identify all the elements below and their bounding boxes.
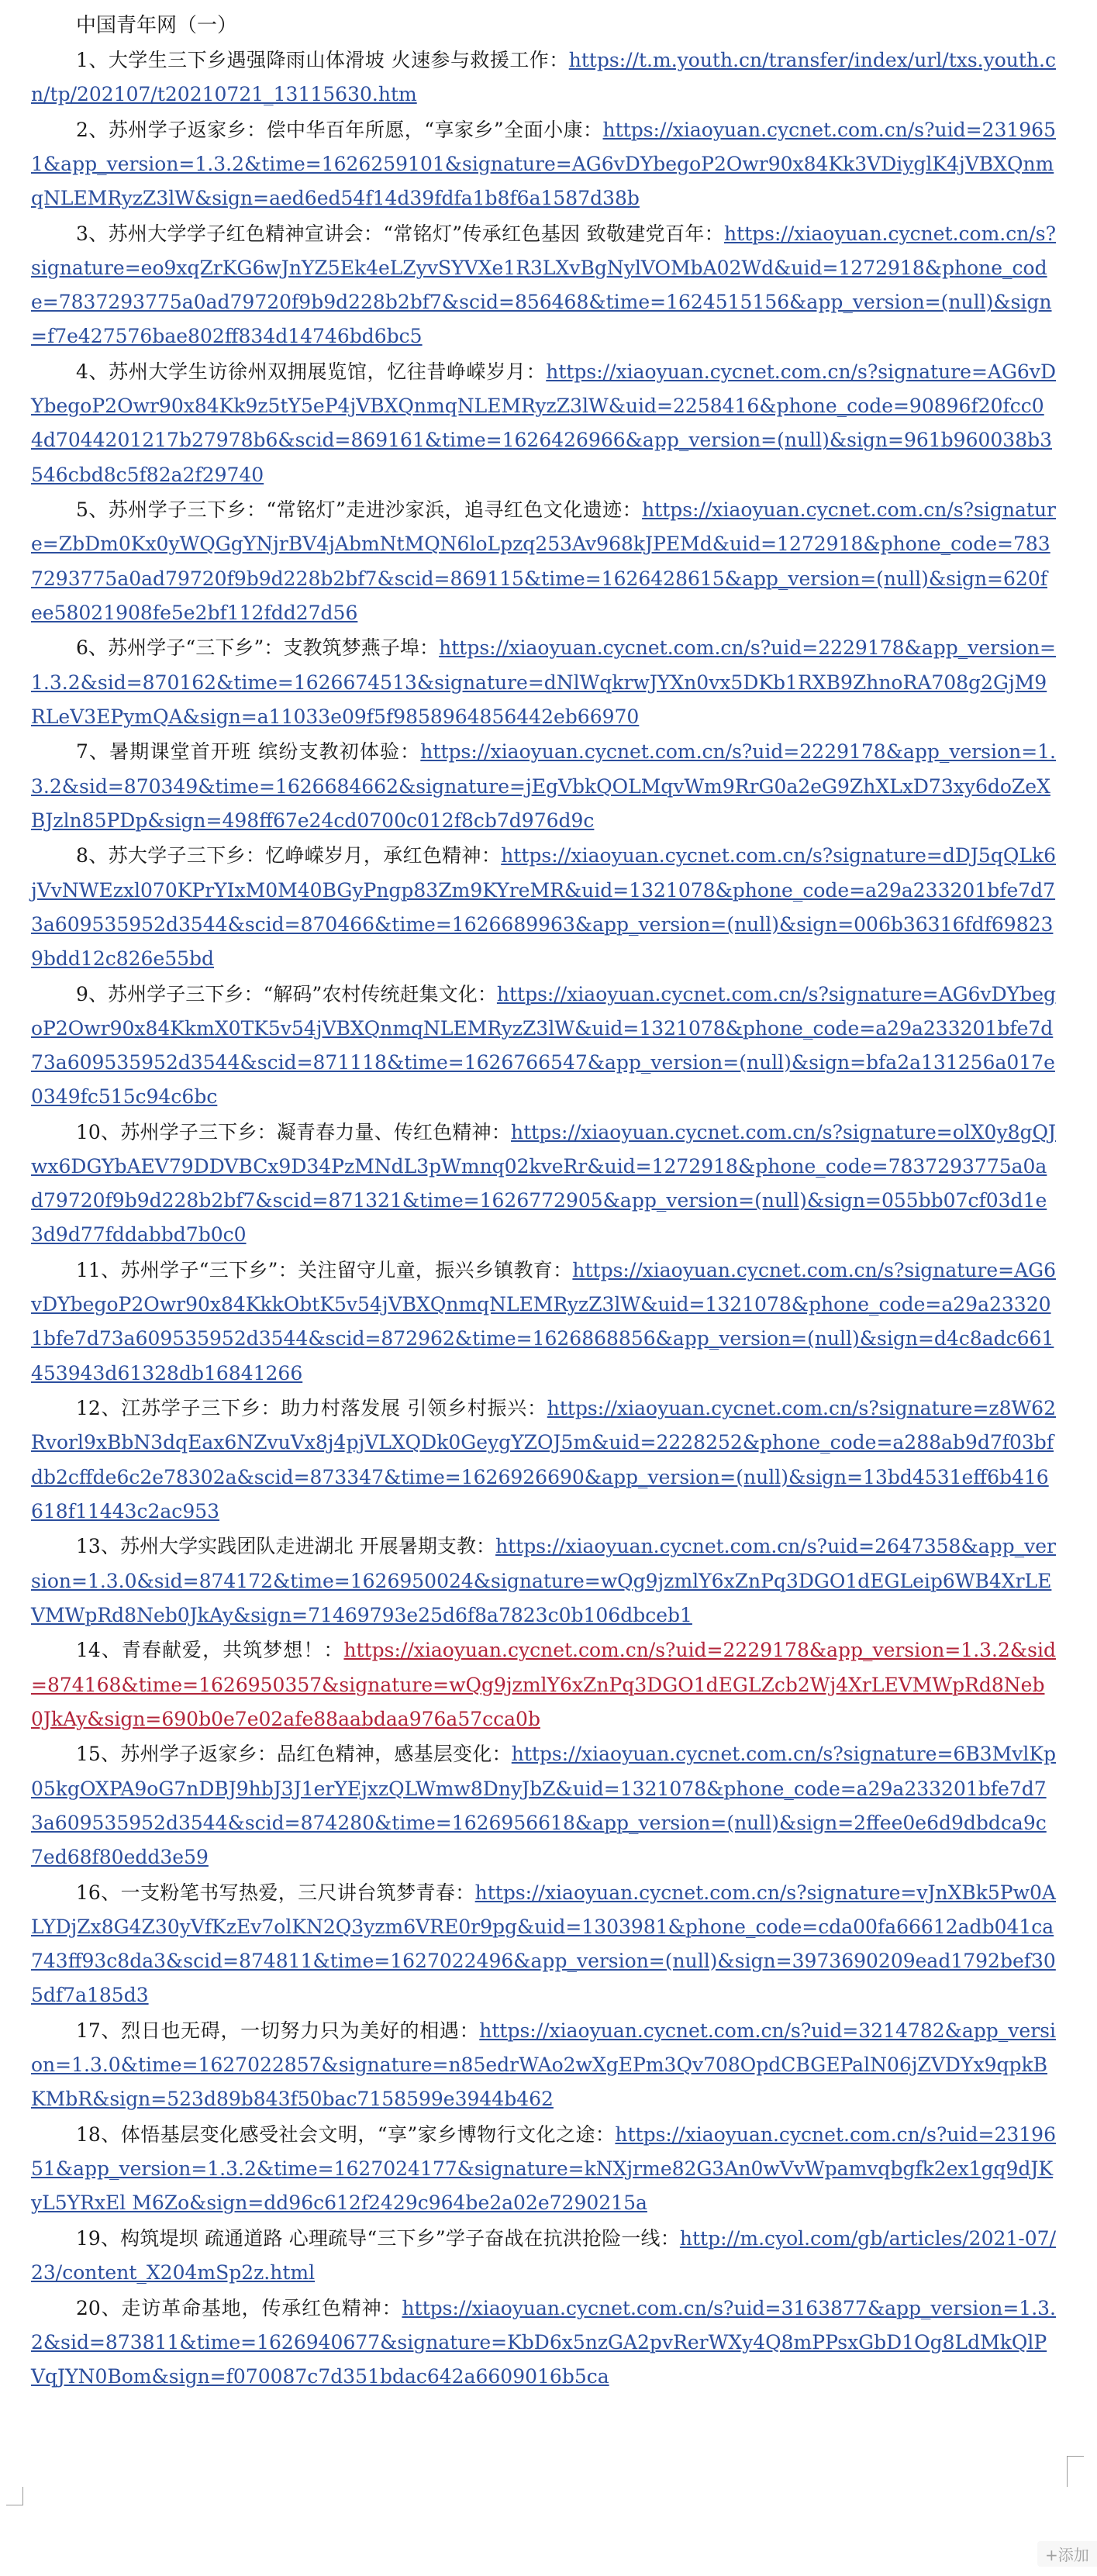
list-item <box>31 1633 1056 1736</box>
list-item <box>31 1116 1056 1253</box>
list-item <box>31 2118 1056 2221</box>
entry-title: 4、苏州大学生访徐州双拥展览馆，忆往昔峥嵘岁月： <box>76 360 547 383</box>
list-item <box>31 631 1056 734</box>
list-item <box>31 1529 1056 1633</box>
document-heading: 中国青年网（一） <box>76 14 238 37</box>
list-item <box>31 735 1056 838</box>
entry-link[interactable]: https://xiaoyuan.cycnet.com.cn/s?uid=2229178&app_version=1.3.2&sid=870162&time=1626674513&signature=dNlWqkrwJYXn0vx5DKb1RXB9ZhnoRA708g2GjM9RLeV3EPymQA&sign=a11033e09f5f9858964856442eb66970 <box>31 636 1056 728</box>
entry-link[interactable]: https://xiaoyuan.cycnet.com.cn/s?uid=2229178&app_version=1.3.2&sid=874168&time=1626950357&signature=wQg9jzmlY6xZnPq3DGO1dEGLZcb2Wj4XrLEVMWpRd8Neb0JkAy&sign=690b0e7e02afe88aabdaa976a57cca0b <box>31 1639 1056 1730</box>
entry-title: 20、走访革命基地，传承红色精神： <box>76 2296 402 2319</box>
entry-link[interactable]: https://xiaoyuan.cycnet.com.cn/s?uid=3163877&app_version=1.3.2&sid=873811&time=1626940677&signature=KbD6x5nzGA2pvRerWXy4Q8mPPsxGbD1Og8LdMkQlPVqJYN0Bom&sign=f070087c7d351bdac642a6609016b5ca <box>31 2296 1056 2388</box>
entry-link[interactable]: https://xiaoyuan.cycnet.com.cn/s?uid=2647358&app_version=1.3.0&sid=874172&time=1626950024&signature=wQg9jzmlY6xZnPq3DGO1dEGLeip6WB4XrLEVMWpRd8Neb0JkAy&sign=71469793e25d6f8a7823c0b106dbceb1 <box>31 1535 1056 1626</box>
list-item <box>31 113 1056 216</box>
entry-title: 19、构筑堤坝 疏通道路 心理疏导“三下乡”学子奋战在抗洪抢险一线： <box>76 2226 680 2250</box>
list-item <box>31 2292 1056 2395</box>
entry-title: 13、苏州大学实践团队走进湖北 开展暑期支教： <box>76 1535 496 1558</box>
entry-title: 6、苏州学子“三下乡”：支教筑梦燕子埠： <box>76 636 440 660</box>
entry-link[interactable]: https://xiaoyuan.cycnet.com.cn/s?uid=2319651&app_version=1.3.2&time=1626259101&signature=AG6vDYbegoP2Owr90x84Kk3VDiyglK4jVBXQnmqNLEMRyzZ3lW&sign=aed6ed54f14d39fdfa1b8f6a1587d38b <box>31 118 1056 210</box>
list-item <box>31 1876 1056 2013</box>
entry-title: 11、苏州学子“三下乡”：关注留守儿童，振兴乡镇教育： <box>76 1259 573 1282</box>
entry-title: 8、苏大学子三下乡：忆峥嵘岁月，承红色精神： <box>76 844 502 867</box>
page-corner-mark-left <box>6 2487 23 2505</box>
list-item <box>31 2222 1056 2290</box>
entry-title: 2、苏州学子返家乡：偿中华百年所愿，“享家乡”全面小康： <box>76 118 603 141</box>
entry-title: 1、大学生三下乡遇强降雨山体滑坡 火速参与救援工作： <box>76 49 569 71</box>
entry-link[interactable]: https://xiaoyuan.cycnet.com.cn/s?signature=AG6vDYbegoP2Owr90x84KkkObtK5v54jVBXQnmqNLEMRyzZ3lW&uid=1321078&phone_code=a29a233201bfe7d73a609535952d3544&scid=872962&time=1626868856&app_version=(null)&sign=d4c8adc661453943d61328db16841266 <box>31 1259 1056 1385</box>
entry-list <box>31 43 1056 2394</box>
entry-link[interactable]: https://xiaoyuan.cycnet.com.cn/s?signature=dDJ5qQLk6jVvNWEzxl070KPrYIxM0M40BGyPngp83Zm9KYreMR&uid=1321078&phone_code=a29a233201bfe7d73a609535952d3544&scid=870466&time=1626689963&app_version=(null)&sign=006b36316fdf698239bdd12c826e55bd <box>31 844 1056 971</box>
entry-link[interactable]: https://xiaoyuan.cycnet.com.cn/s?signature=ZbDm0Kx0yWQGgYNjrBV4jAbmNtMQN6loLpzq253Av968kJPEMd&uid=1272918&phone_code=7837293775a0ad79720f9b9d228b2bf7&scid=869115&time=1626428615&app_version=(null)&sign=620fee58021908fe5e2bf112fdd27d56 <box>31 498 1056 624</box>
list-item <box>31 493 1056 630</box>
entry-title: 16、一支粉笔书写热爱，三尺讲台筑梦青春： <box>76 1881 475 1904</box>
list-item <box>31 43 1056 112</box>
entry-title: 7、暑期课堂首开班 缤纷支教初体验： <box>76 740 421 764</box>
page-corner-mark <box>1067 2456 1084 2487</box>
list-item <box>31 839 1056 976</box>
entry-title: 9、苏州学子三下乡：“解码”农村传统赶集文化： <box>76 982 497 1005</box>
entry-link[interactable]: https://xiaoyuan.cycnet.com.cn/s?signature=z8W62Rvorl9xBbN3dqEax6NZvuVx8j4pjVLXQDk0GeygYZOJ5m&uid=2228252&phone_code=a288ab9d7f03bfdb2cffde6c2e78302a&scid=873347&time=1626926690&app_version=(null)&sign=13bd4531eff6b416618f11443c2ac953 <box>31 1397 1056 1522</box>
list-item <box>31 978 1056 1115</box>
entry-link[interactable]: https://xiaoyuan.cycnet.com.cn/s?uid=2319651&app_version=1.3.2&time=1627024177&signature=kNXjrme82G3An0wVvWpamvqbgfk2ex1gq9dJKyL5YRxEl M6Zo&sign=dd96c612f2429c964be2a02e7290215a <box>31 2123 1056 2215</box>
entry-title: 10、苏州学子三下乡：凝青春力量、传红色精神： <box>76 1120 512 1143</box>
list-item <box>31 217 1056 354</box>
list-item <box>31 355 1056 492</box>
entry-title: 14、青春献爱，共筑梦想！： <box>76 1639 344 1662</box>
entry-link[interactable]: https://xiaoyuan.cycnet.com.cn/s?signature=eo9xqZrKG6wJnYZ5Ek4eLZyvSYVXe1R3LXvBgNylVOMbA02Wd&uid=1272918&phone_code=7837293775a0ad79720f9b9d228b2bf7&scid=856468&time=1624515156&app_version=(null)&sign=f7e427576bae802ff834d14746bd6bc5 <box>31 222 1056 348</box>
entry-link[interactable]: https://xiaoyuan.cycnet.com.cn/s?signature=olX0y8gQJwx6DGYbAEV79DDVBCx9D34PzMNdL3pWmnq02kveRr&uid=1272918&phone_code=7837293775a0ad79720f9b9d228b2bf7&scid=871321&time=1626772905&app_version=(null)&sign=055bb07cf03d1e3d9d77fddabbd7b0c0 <box>31 1120 1056 1247</box>
entry-title: 12、江苏学子三下乡：助力村落发展 引领乡村振兴： <box>76 1397 547 1420</box>
list-item <box>31 1391 1056 1529</box>
document-body <box>31 8 1056 2395</box>
entry-title: 3、苏州大学学子红色精神宣讲会：“常铭灯”传承红色基因 致敬建党百年： <box>76 222 724 245</box>
entry-link[interactable]: https://t.m.youth.cn/transfer/index/url/txs.youth.cn/tp/202107/t20210721_13115630.htm <box>31 49 1056 106</box>
list-item <box>31 1254 1056 1391</box>
entry-link[interactable]: https://xiaoyuan.cycnet.com.cn/s?uid=2229178&app_version=1.3.2&sid=870349&time=1626684662&signature=jEgVbkQOLMqvWm9RrG0a2eG9ZhXLxD73xy6doZeXBJzln85PDp&sign=498ff67e24cd0700c012f8cb7d976d9c <box>31 740 1056 832</box>
entry-link[interactable]: https://xiaoyuan.cycnet.com.cn/s?signature=AG6vDYbegoP2Owr90x84Kk9z5tY5eP4jVBXQnmqNLEMRyzZ3lW&uid=2258416&phone_code=90896f20fcc04d7044201217b27978b6&scid=869161&time=1626426966&app_version=(null)&sign=961b960038b3546cbd8c5f82a2f29740 <box>31 360 1056 486</box>
entry-title: 17、烈日也无碍，一切努力只为美好的相遇： <box>76 2019 480 2042</box>
entry-title: 5、苏州学子三下乡：“常铭灯”走进沙家浜，追寻红色文化遗迹： <box>76 498 643 522</box>
entry-link[interactable]: http://m.cyol.com/gb/articles/2021-07/23/content_X204mSp2z.html <box>31 2226 1056 2285</box>
entry-link[interactable]: https://xiaoyuan.cycnet.com.cn/s?signature=AG6vDYbegoP2Owr90x84KkmX0TK5v54jVBXQnmqNLEMRyzZ3lW&uid=1321078&phone_code=a29a233201bfe7d73a609535952d3544&scid=871118&time=1626766547&app_version=(null)&sign=bfa2a131256a017e0349fc515c94c6bc <box>31 982 1056 1109</box>
entry-title: 15、苏州学子返家乡：品红色精神，感基层变化： <box>76 1743 512 1766</box>
entry-link[interactable]: https://xiaoyuan.cycnet.com.cn/s?signature=vJnXBk5Pw0ALYDjZx8G4Z30yVfKzEv7olKN2Q3yzm6VRE0r9pg&uid=1303981&phone_code=cda00fa66612adb041ca743ff93c8da3&scid=874811&time=1627022496&app_version=(null)&sign=3973690209ead1792bef305df7a185d3 <box>31 1881 1056 2007</box>
list-item <box>31 2014 1056 2117</box>
add-button[interactable]: +添加 <box>1037 2541 1097 2567</box>
list-item <box>31 1737 1056 1874</box>
entry-title: 18、体悟基层变化感受社会文明，“享”家乡博物行文化之途： <box>76 2123 616 2146</box>
entry-link[interactable]: https://xiaoyuan.cycnet.com.cn/s?signature=6B3MvlKp05kgOXPA9oG7nDBJ9hbJ3J1erYEjxzQLWmw8DnyJbZ&uid=1321078&phone_code=a29a233201bfe7d73a609535952d3544&scid=874280&time=1626956618&app_version=(null)&sign=2ffee0e6d9dbdca9c7ed68f80edd3e59 <box>31 1743 1056 1869</box>
entry-link[interactable]: https://xiaoyuan.cycnet.com.cn/s?uid=3214782&app_version=1.3.0&time=1627022857&signature=n85edrWAo2wXgEPm3Qv708OpdCBGEPalN06jZVDYx9qpkBKMbR&sign=523d89b843f50bac7158599e3944b462 <box>31 2019 1056 2111</box>
